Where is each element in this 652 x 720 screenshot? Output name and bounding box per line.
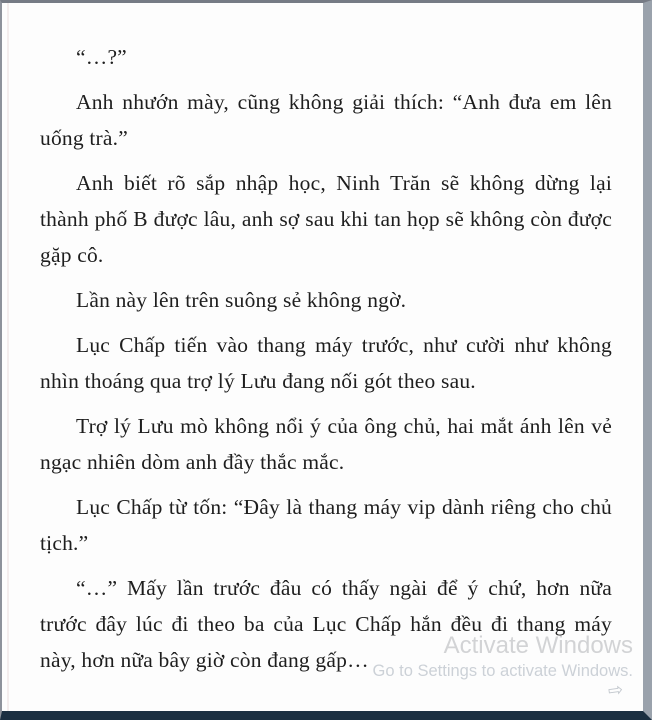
page-inner-edge <box>7 3 9 711</box>
paragraph: Lục Chấp tiến vào thang máy trước, như cười như không nhìn thoáng qua trợ lý Lưu đang nối gót theo sau. <box>40 333 612 393</box>
document-text <box>40 39 612 678</box>
paragraph: Anh nhướn mày, cũng không giải thích: “Anh đưa em lên uống trà.” <box>40 90 612 150</box>
paragraph: Anh biết rõ sắp nhập học, Ninh Trăn sẽ không dừng lại thành phố B được lâu, anh sợ sau khi tan họp sẽ không còn được gặp cô. <box>40 171 612 267</box>
paragraph: “…” Mấy lần trước đâu có thấy ngài để ý chứ, hơn nữa trước đây lúc đi theo ba của Lục Chấp hắn đều đi thang máy này, hơn nữa bây giờ còn đang gấp… <box>40 576 612 672</box>
paragraph: Trợ lý Lưu mò không nổi ý của ông chủ, hai mắt ánh lên vẻ ngạc nhiên dòm anh đầy thắc mắc. <box>40 414 612 474</box>
paragraph: Lục Chấp từ tốn: “Đây là thang máy vip dành riêng cho chủ tịch.” <box>40 495 612 555</box>
watermark-subtitle: Go to Settings to activate Windows. <box>372 662 633 680</box>
watermark-title: Activate Windows <box>443 632 633 659</box>
paragraph: “…?” <box>76 45 127 69</box>
paragraph: Lần này lên trên suông sẻ không ngờ. <box>76 288 407 312</box>
cursor-arrow-icon: ⇨ <box>606 679 625 702</box>
